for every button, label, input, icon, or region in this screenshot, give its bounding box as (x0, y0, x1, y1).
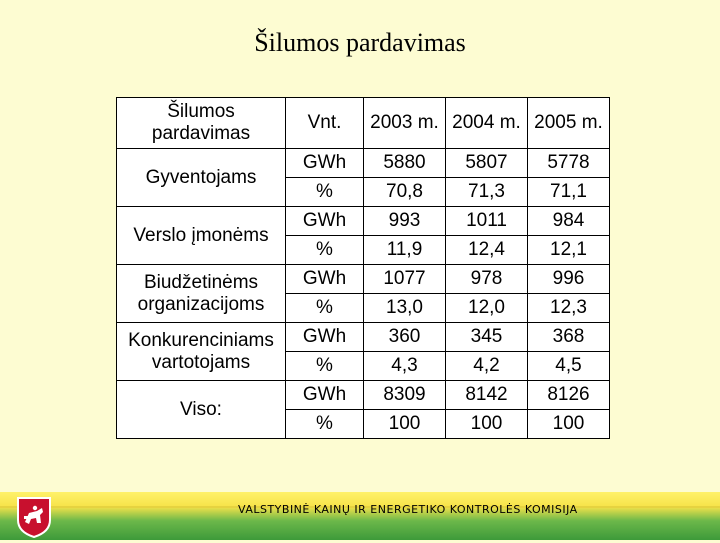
unit-cell: GWh (286, 207, 364, 236)
value-cell: 996 (528, 265, 610, 294)
unit-cell: GWh (286, 323, 364, 352)
value-cell: 100 (528, 410, 610, 439)
value-cell: 4,5 (528, 352, 610, 381)
unit-cell: % (286, 236, 364, 265)
value-cell: 8126 (528, 381, 610, 410)
value-cell: 5880 (364, 149, 446, 178)
header-category: Šilumos pardavimas (117, 98, 286, 149)
unit-cell: % (286, 352, 364, 381)
heat-sales-table (116, 97, 610, 439)
value-cell: 70,8 (364, 178, 446, 207)
value-cell: 11,9 (364, 236, 446, 265)
category-cell: Verslo įmonėms (117, 207, 286, 265)
table-row (117, 207, 610, 236)
table-header-row (117, 98, 610, 149)
vytis-coat-of-arms-icon (16, 496, 52, 538)
footer-bar (0, 492, 720, 540)
table-row (117, 265, 610, 294)
value-cell: 4,2 (446, 352, 528, 381)
value-cell: 4,3 (364, 352, 446, 381)
header-unit: Vnt. (286, 98, 364, 149)
value-cell: 100 (446, 410, 528, 439)
page-title: Šilumos pardavimas (254, 28, 466, 57)
value-cell: 984 (528, 207, 610, 236)
value-cell: 993 (364, 207, 446, 236)
value-cell: 360 (364, 323, 446, 352)
value-cell: 1011 (446, 207, 528, 236)
value-cell: 12,0 (446, 294, 528, 323)
table-row (117, 323, 610, 352)
unit-cell: % (286, 178, 364, 207)
table-row (117, 149, 610, 178)
value-cell: 8309 (364, 381, 446, 410)
value-cell: 5807 (446, 149, 528, 178)
value-cell: 12,3 (528, 294, 610, 323)
value-cell: 71,3 (446, 178, 528, 207)
value-cell: 12,1 (528, 236, 610, 265)
category-cell-total: Viso: (117, 381, 286, 439)
value-cell: 345 (446, 323, 528, 352)
value-cell: 13,0 (364, 294, 446, 323)
unit-cell: % (286, 294, 364, 323)
header-year-2003: 2003 m. (364, 98, 446, 149)
value-cell: 100 (364, 410, 446, 439)
value-cell: 978 (446, 265, 528, 294)
value-cell: 8142 (446, 381, 528, 410)
header-year-2004: 2004 m. (446, 98, 528, 149)
category-cell: Konkurenciniams vartotojams (117, 323, 286, 381)
unit-cell: GWh (286, 265, 364, 294)
organization-name: VALSTYBINĖ KAINŲ IR ENERGETIKO KONTROLĖS KOMISIJA (238, 503, 578, 516)
value-cell: 12,4 (446, 236, 528, 265)
header-year-2005: 2005 m. (528, 98, 610, 149)
unit-cell: % (286, 410, 364, 439)
unit-cell: GWh (286, 381, 364, 410)
category-cell: Gyventojams (117, 149, 286, 207)
value-cell: 71,1 (528, 178, 610, 207)
value-cell: 1077 (364, 265, 446, 294)
table-row (117, 381, 610, 410)
value-cell: 368 (528, 323, 610, 352)
unit-cell: GWh (286, 149, 364, 178)
value-cell: 5778 (528, 149, 610, 178)
category-cell: Biudžetinėms organizacijoms (117, 265, 286, 323)
